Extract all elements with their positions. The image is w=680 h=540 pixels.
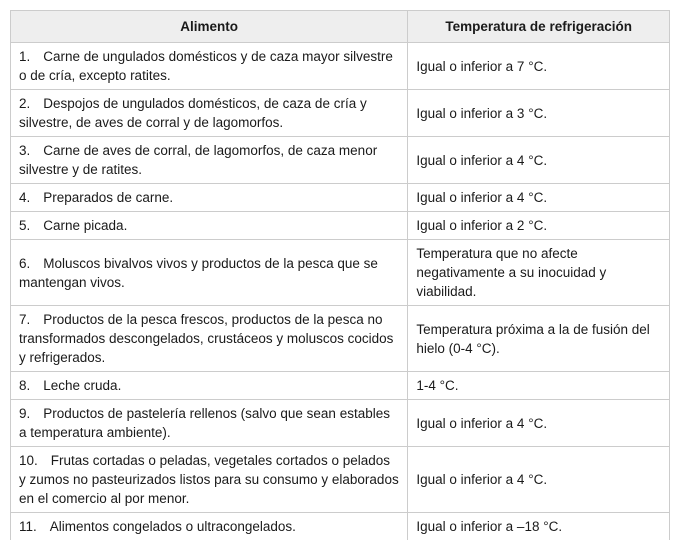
food-text: Preparados de carne. xyxy=(43,190,174,205)
food-text: Frutas cortadas o peladas, vegetales cortados o pelados y zumos no pasteurizados listos para su consumo y elaborados en el comercio al por menor. xyxy=(19,453,399,506)
food-text: Leche cruda. xyxy=(43,378,122,393)
temperature-cell: Igual o inferior a 7 °C. xyxy=(408,43,670,90)
column-header-alimento: Alimento xyxy=(11,11,408,43)
row-number: 8. xyxy=(19,378,31,393)
food-text: Productos de la pesca frescos, productos de la pesca no transformados descongelados, crustáceos y moluscos cocidos y refrigerados. xyxy=(19,312,394,365)
row-number: 1. xyxy=(19,49,31,64)
food-text: Alimentos congelados o ultracongelados. xyxy=(49,519,296,534)
table-row xyxy=(11,306,670,372)
food-text: Despojos de ungulados domésticos, de caza de cría y silvestre, de aves de corral y de lagomorfos. xyxy=(19,96,367,130)
row-number: 11. xyxy=(19,519,37,534)
food-cell xyxy=(11,447,408,513)
row-number: 7. xyxy=(19,312,31,327)
food-text: Moluscos bivalvos vivos y productos de la pesca que se mantengan vivos. xyxy=(19,255,378,290)
food-text: Carne de ungulados domésticos y de caza mayor silvestre o de cría, excepto ratites. xyxy=(19,49,393,83)
table-row xyxy=(11,184,670,212)
table-row xyxy=(11,90,670,137)
food-cell xyxy=(11,372,408,400)
table-row xyxy=(11,447,670,513)
table-row xyxy=(11,372,670,400)
row-number: 3. xyxy=(19,143,31,158)
temperature-cell: Temperatura que no afecte negativamente a su inocuidad y viabilidad. xyxy=(408,240,670,306)
temperature-cell: Igual o inferior a 4 °C. xyxy=(408,184,670,212)
food-cell xyxy=(11,137,408,184)
row-number: 4. xyxy=(19,190,31,205)
food-cell xyxy=(11,306,408,372)
food-cell xyxy=(11,400,408,447)
food-cell xyxy=(11,43,408,90)
temperature-cell: Igual o inferior a 2 °C. xyxy=(408,212,670,240)
food-text: Carne picada. xyxy=(43,218,128,233)
table-row xyxy=(11,513,670,540)
food-cell xyxy=(11,184,408,212)
row-number: 5. xyxy=(19,218,31,233)
food-text: Productos de pastelería rellenos (salvo que sean estables a temperatura ambiente). xyxy=(19,406,390,440)
table-row xyxy=(11,43,670,90)
temperature-cell: Temperatura próxima a la de fusión del hielo (0-4 °C). xyxy=(408,306,670,372)
food-cell xyxy=(11,513,408,540)
row-number: 9. xyxy=(19,406,31,421)
temperature-cell: Igual o inferior a 4 °C. xyxy=(408,137,670,184)
food-text: Carne de aves de corral, de lagomorfos, de caza menor silvestre y de ratites. xyxy=(19,143,378,177)
row-number: 6. xyxy=(19,255,31,271)
table-row xyxy=(11,137,670,184)
row-number: 2. xyxy=(19,96,31,111)
temperature-cell: 1-4 °C. xyxy=(408,372,670,400)
food-cell xyxy=(11,212,408,240)
table-row xyxy=(11,240,670,306)
temperature-cell: Igual o inferior a 4 °C. xyxy=(408,447,670,513)
table-header-row xyxy=(11,11,670,43)
row-number: 10. xyxy=(19,453,38,468)
temperature-cell: Igual o inferior a –18 °C. xyxy=(408,513,670,540)
food-cell xyxy=(11,240,408,306)
refrigeration-temperature-table xyxy=(10,10,670,540)
temperature-cell: Igual o inferior a 4 °C. xyxy=(408,400,670,447)
temperature-cell: Igual o inferior a 3 °C. xyxy=(408,90,670,137)
column-header-temperatura: Temperatura de refrigeración xyxy=(408,11,670,43)
table-row xyxy=(11,400,670,447)
food-cell xyxy=(11,90,408,137)
table-row xyxy=(11,212,670,240)
